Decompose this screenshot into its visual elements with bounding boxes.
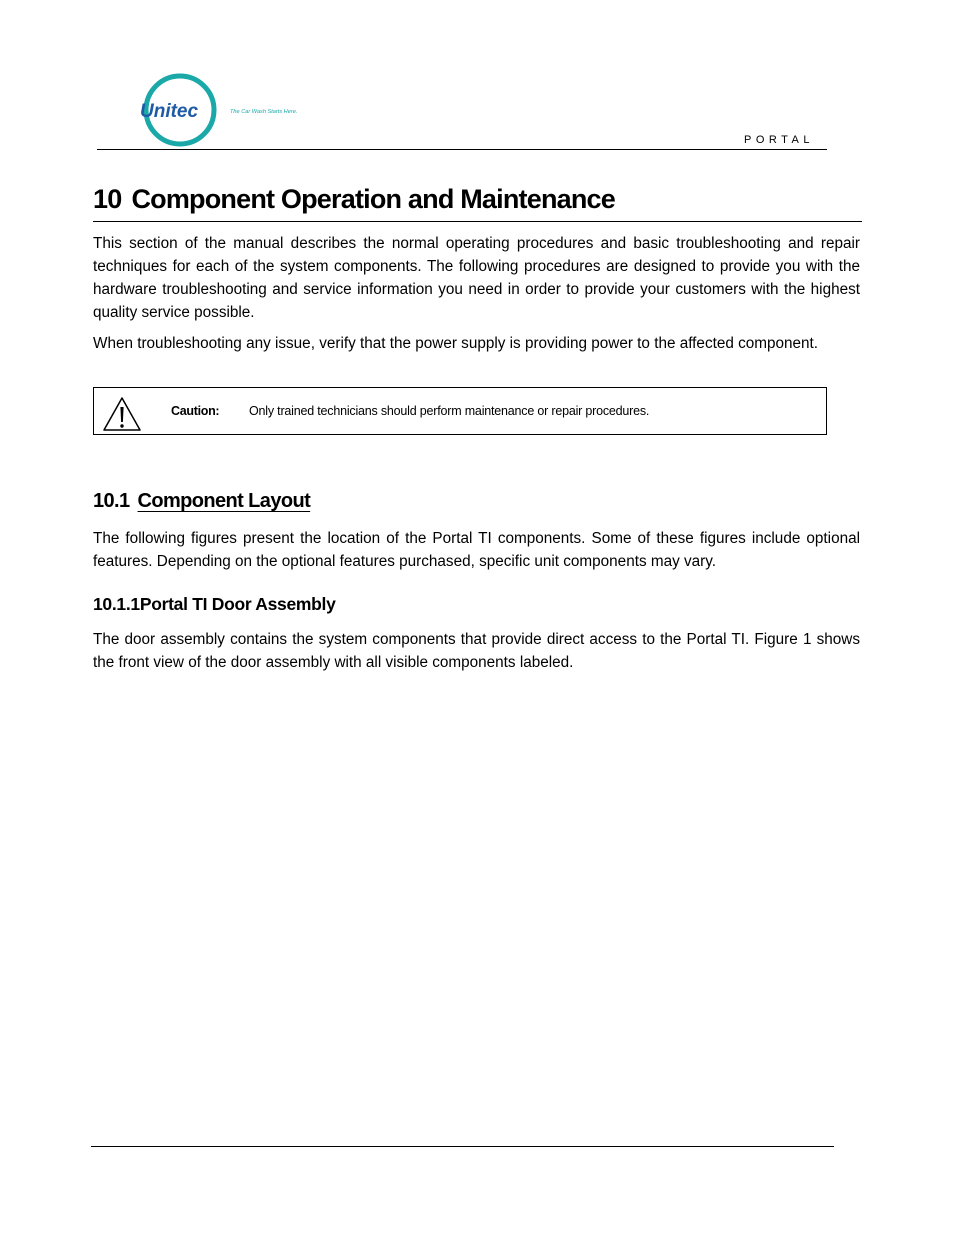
section-title: Component Operation and Maintenance xyxy=(131,184,615,214)
section-heading xyxy=(93,184,615,215)
intro-paragraph: This section of the manual describes the normal operating procedures and basic troubleshooting and repair techniques for each of the system components. The following procedures are designed to provide you with the hardware troubleshooting and service information you need in order to provide your customers with the highest quality service possible. xyxy=(93,235,860,321)
unitec-logo xyxy=(136,72,336,152)
subsubsection-number: 10.1.1 xyxy=(93,594,140,614)
door-assembly-paragraph: The door assembly contains the system components that provide direct access to the Portal TI. Figure 1 shows the front view of the door assembly with all visible components labeled. xyxy=(93,631,860,671)
subsection-title: Component Layout xyxy=(137,490,311,512)
caution-label: Caution: xyxy=(171,404,220,418)
warning-triangle-icon xyxy=(101,395,143,433)
section-number: 10 xyxy=(93,184,122,214)
caution-callout xyxy=(93,387,827,435)
component-layout-paragraph: The following figures present the location of the Portal TI components. Some of these figures include optional features. Depending on the optional features purchased, specific unit components may vary. xyxy=(93,530,860,570)
subsubsection-heading xyxy=(93,594,336,615)
subsection-number: 10.1 xyxy=(93,490,130,512)
troubleshooting-paragraph: When troubleshooting any issue, verify that the power supply is providing power to the affected component. xyxy=(93,335,819,352)
header-section-label: PORTAL xyxy=(744,134,814,146)
subsection-heading xyxy=(93,490,310,513)
logo-tagline: The Car Wash Starts Here. xyxy=(230,109,298,115)
caution-text: Only trained technicians should perform maintenance or repair procedures. xyxy=(249,404,650,418)
footer-divider xyxy=(91,1146,834,1147)
header-divider xyxy=(97,149,827,150)
logo-wordmark: Unitec xyxy=(140,101,199,122)
section-heading-divider xyxy=(93,221,862,222)
subsubsection-title: Portal TI Door Assembly xyxy=(139,594,336,614)
